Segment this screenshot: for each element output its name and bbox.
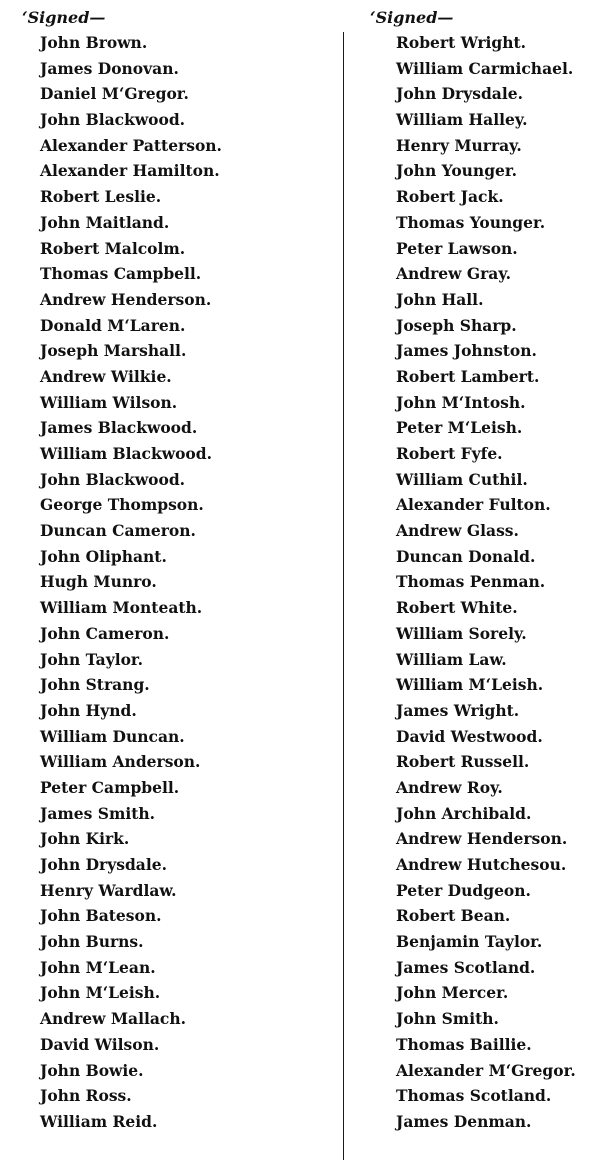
signatories-right-column [370, 6, 610, 1135]
signatory-name: John Oliphant. [40, 546, 167, 566]
signed-heading-right: ‘Signed— [370, 8, 454, 27]
signatory-name: Thomas Younger. [396, 212, 546, 232]
signatory-name: Hugh Munro. [40, 572, 157, 592]
signatory-name: Benjamin Taylor. [396, 932, 543, 952]
signatories-left-column [22, 6, 322, 1135]
signatory-name: Robert Wright. [396, 33, 527, 52]
signatory-name: John Strang. [40, 675, 150, 695]
signatory-name: William Monteath. [40, 598, 203, 618]
signatory-name: John Maitland. [40, 212, 170, 232]
signatory-name: John M‘Lean. [40, 957, 156, 977]
signatory-name: James Johnston. [396, 341, 537, 361]
signatory-name: John Smith. [396, 1009, 499, 1029]
signatory-name: William Anderson. [40, 752, 201, 772]
signatory-name: Andrew Wilkie. [40, 366, 172, 386]
signatory-name: James Donovan. [40, 58, 179, 78]
signatory-name: William Law. [396, 649, 507, 669]
signatory-name: William Duncan. [40, 726, 185, 746]
signatory-name: John Brown. [40, 33, 148, 52]
signatory-name: John Younger. [396, 161, 518, 181]
signatory-name: Andrew Roy. [396, 777, 503, 797]
signatory-name: John Bateson. [40, 906, 162, 926]
signatory-name: Andrew Hutchesou. [396, 855, 567, 874]
signatory-name: James Blackwood. [40, 418, 198, 438]
signatory-name: Joseph Marshall. [40, 341, 187, 361]
signatory-name: Robert Russell. [396, 752, 530, 772]
signatory-name: Andrew Gray. [396, 264, 511, 284]
signatory-name: John Burns. [40, 932, 144, 952]
signatory-name: John Cameron. [40, 623, 170, 643]
signatory-name: Peter Lawson. [396, 238, 518, 258]
signatory-list-left [22, 30, 322, 1135]
signatory-name: William Reid. [40, 1111, 158, 1131]
signatory-list-right [370, 30, 610, 1135]
signatory-name: John M‘Intosh. [396, 392, 526, 412]
signatory-name: Peter M‘Leish. [396, 418, 523, 438]
signatory-name: Peter Dudgeon. [396, 880, 531, 900]
signatory-name: Henry Wardlaw. [40, 880, 177, 900]
signatory-name: James Wright. [396, 700, 520, 720]
signatory-name: Joseph Sharp. [396, 315, 517, 335]
signatory-name: Andrew Henderson. [396, 829, 568, 849]
signatory-name: John Drysdale. [396, 84, 523, 104]
signatory-name: John Taylor. [40, 649, 144, 669]
signatory-name: William Carmichael. [396, 58, 574, 78]
signatory-name: John Blackwood. [40, 469, 186, 489]
signed-heading-left: ‘Signed— [22, 8, 106, 27]
signatory-name: Henry Murray. [396, 135, 522, 155]
signatory-name: George Thompson. [40, 495, 204, 515]
signatory-name: Andrew Mallach. [40, 1009, 187, 1029]
signatory-name: James Denman. [396, 1111, 532, 1131]
signatory-name: John Blackwood. [40, 110, 186, 130]
signatory-name: Alexander Patterson. [40, 135, 222, 155]
signatory-name: David Wilson. [40, 1034, 160, 1054]
signatory-name: Robert Fyfe. [396, 444, 503, 463]
signatory-name: David Westwood. [396, 726, 543, 746]
signatory-name: Daniel M‘Gregor. [40, 84, 189, 104]
signatory-name: John Bowie. [40, 1060, 144, 1080]
signatory-name: Thomas Campbell. [40, 264, 202, 284]
signatory-name: James Smith. [40, 803, 156, 823]
signatory-name: Andrew Glass. [396, 521, 519, 541]
signatory-name: Thomas Baillie. [396, 1034, 532, 1054]
signatory-name: Alexander Fulton. [396, 495, 551, 515]
signatory-name: John Hynd. [40, 700, 137, 720]
signatory-name: William Sorely. [396, 623, 527, 643]
signatory-name: Duncan Donald. [396, 546, 536, 566]
signatory-name: William M‘Leish. [396, 675, 544, 695]
signatory-name: John Drysdale. [40, 855, 167, 874]
signatory-name: James Scotland. [396, 957, 536, 977]
signatory-name: John Archibald. [396, 803, 532, 823]
signatory-name: John Mercer. [396, 983, 509, 1003]
signatory-name: Robert Bean. [396, 906, 511, 926]
signatory-name: Robert Lambert. [396, 366, 540, 386]
signatory-name: Thomas Scotland. [396, 1086, 552, 1106]
signatory-name: Donald M‘Laren. [40, 315, 186, 335]
signatory-name: John Ross. [40, 1086, 132, 1106]
signatory-name: Robert Leslie. [40, 187, 162, 207]
signatory-name: John M‘Leish. [40, 983, 161, 1003]
signatory-name: John Kirk. [40, 829, 130, 849]
signatory-name: Peter Campbell. [40, 777, 180, 797]
signatory-name: Alexander Hamilton. [40, 161, 220, 181]
signatory-name: William Halley. [396, 110, 528, 130]
signatory-name: Andrew Henderson. [40, 289, 212, 309]
signatory-name: Thomas Penman. [396, 572, 546, 592]
signatory-name: William Wilson. [40, 392, 178, 412]
signatory-name: William Blackwood. [40, 444, 212, 463]
column-divider [343, 32, 344, 1160]
signatory-name: John Hall. [396, 289, 484, 309]
signatory-name: Alexander M‘Gregor. [396, 1060, 576, 1080]
signatory-name: William Cuthil. [396, 469, 528, 489]
signatory-name: Robert White. [396, 598, 518, 618]
signatory-name: Robert Jack. [396, 187, 504, 207]
signatory-name: Robert Malcolm. [40, 238, 186, 258]
signatory-name: Duncan Cameron. [40, 521, 196, 541]
